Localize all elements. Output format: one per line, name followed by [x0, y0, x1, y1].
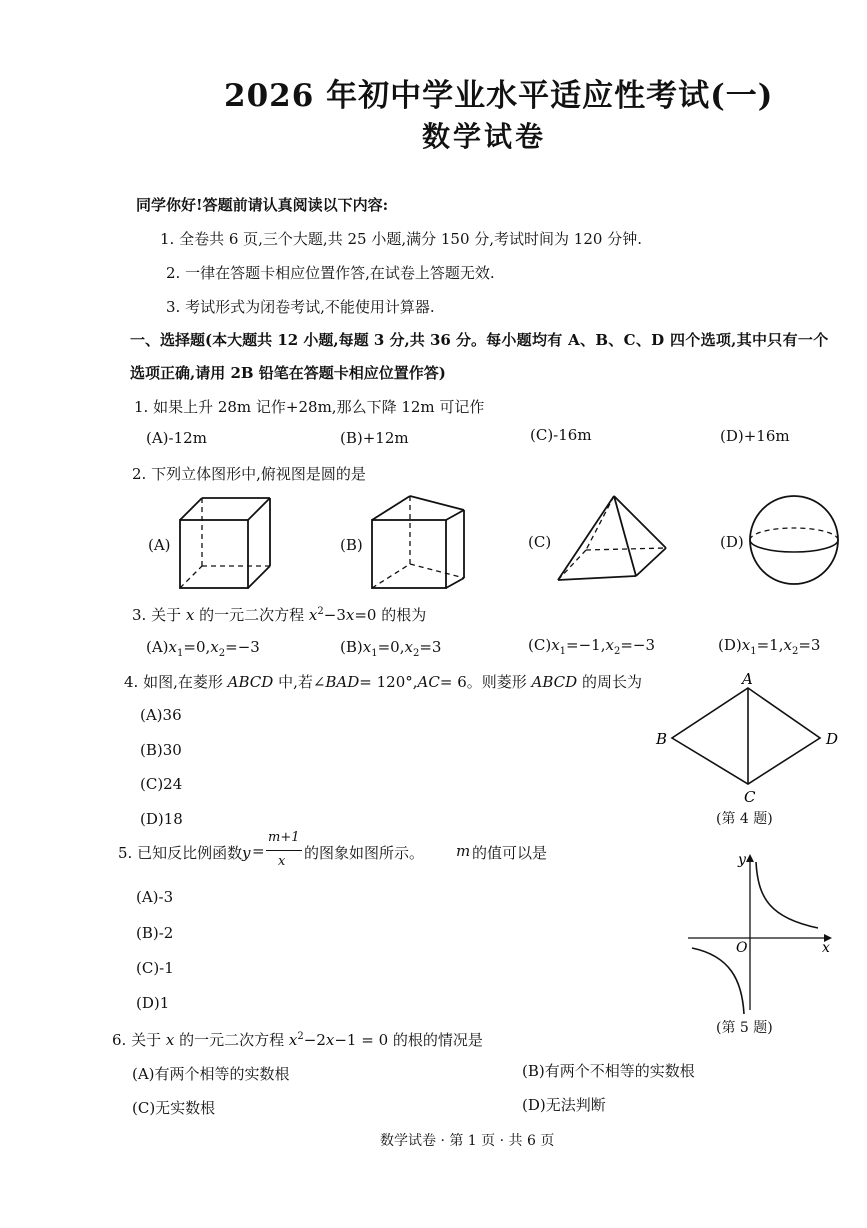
- var: x: [404, 638, 413, 656]
- section-heading-part1: 一、选择题(本大题共 12 小题,每题 3 分,共 36 分。: [130, 331, 487, 349]
- q5-stem-part: 5. 已知反比例函数: [118, 844, 243, 862]
- q4-var: BAD: [325, 673, 360, 691]
- vertex-label-a: A: [742, 670, 753, 688]
- q4-stem-part: 4. 如图,在菱形: [124, 673, 223, 691]
- sub: 2: [218, 648, 226, 659]
- q6-eq-var: x: [288, 1031, 298, 1049]
- value: =0,: [377, 638, 405, 656]
- q2-label-c: (C): [528, 533, 552, 551]
- sub: 1: [750, 646, 757, 657]
- var: x: [210, 638, 219, 656]
- q5-stem-part: 的图象如图所示。: [304, 844, 425, 862]
- q5-option-b: (B)-2: [136, 924, 174, 942]
- q1-stem: 1. 如果上升 28m 记作+28m,那么下降 12m 可记作: [134, 398, 485, 416]
- q2-label-b: (B): [340, 536, 363, 554]
- sub: 2: [613, 646, 621, 657]
- q4-option-a: (A)36: [140, 706, 182, 724]
- q1-option-a: (A)-12m: [146, 429, 207, 447]
- value: =0,: [183, 638, 211, 656]
- var: x: [551, 636, 560, 654]
- axis-label-x: x: [822, 940, 830, 956]
- option-tag: (B): [340, 638, 363, 656]
- q6-eq-var: x: [325, 1031, 335, 1049]
- option-tag: (D): [718, 636, 742, 654]
- q3-stem-part: 3. 关于: [132, 606, 182, 624]
- q5-var-y: y: [242, 844, 251, 862]
- page-footer: 数学试卷 · 第 1 页 · 共 6 页: [380, 1133, 555, 1149]
- q2-stem: 2. 下列立体图形中,俯视图是圆的是: [132, 465, 366, 483]
- exam-title: 2026 年初中学业水平适应性考试(一): [224, 78, 774, 114]
- notice-item-3: 3. 考试形式为闭卷考试,不能使用计算器.: [166, 298, 435, 316]
- q5-figure-caption: (第 5 题): [716, 1020, 773, 1036]
- q1-option-d: (D)+16m: [720, 427, 790, 445]
- notice-greeting: 同学你好!答题前请认真阅读以下内容:: [136, 196, 389, 214]
- value: =−3: [225, 638, 260, 656]
- option-tag: (C): [528, 636, 552, 654]
- option-tag: (A): [146, 638, 169, 656]
- q1-option-c: (C)-16m: [530, 426, 592, 444]
- q3-stem-part: 的一元二次方程: [199, 606, 305, 624]
- axis-label-y: y: [738, 852, 746, 868]
- q4-var: AC: [417, 673, 440, 691]
- var: x: [741, 636, 751, 654]
- q5-fraction-num: [268, 830, 300, 845]
- q3-eq-var: x: [345, 606, 355, 624]
- q3-option-b: [340, 638, 441, 659]
- sub: 1: [559, 646, 567, 657]
- q3-option-d: [718, 636, 820, 657]
- q3-stem: [132, 604, 426, 625]
- q5-option-d: (D)1: [136, 994, 170, 1012]
- q1-option-b: (B)+12m: [340, 429, 409, 447]
- vertex-label-d: D: [826, 730, 839, 748]
- q6-option-a: (A)有两个相等的实数根: [132, 1065, 290, 1083]
- q6-var: x: [165, 1031, 175, 1049]
- q4-stem-part: 中,若∠: [278, 673, 326, 691]
- q4-option-d: (D)18: [140, 810, 183, 828]
- q4-stem-part: = 6。则菱形: [439, 673, 527, 691]
- q4-stem-part: 的周长为: [581, 673, 642, 691]
- section-heading-line2: 选项正确,请用 2B 铅笔在答题卡相应位置作答): [130, 364, 446, 382]
- q6-eq-part: −2: [303, 1031, 326, 1049]
- q3-option-c: [528, 636, 655, 657]
- value: =−3: [620, 636, 656, 654]
- var: x: [783, 636, 792, 654]
- triangular-prism-figure: [364, 492, 474, 592]
- q5-num: m+1: [268, 830, 300, 845]
- q4-stem-part: = 120°,: [359, 673, 418, 691]
- var: x: [168, 638, 178, 656]
- q6-eq-exponent: 2: [297, 1031, 304, 1042]
- sub: 1: [177, 648, 184, 659]
- hyperbola-figure: [686, 848, 836, 1016]
- section-heading-part2: 每小题均有 A、B、C、D 四个选项,其中只有一个: [486, 331, 829, 349]
- q5-fraction-den: x: [278, 854, 286, 869]
- rhombus-figure: [650, 668, 846, 808]
- q3-option-a: [146, 638, 260, 659]
- q4-figure-caption: (第 4 题): [716, 811, 773, 827]
- value: =1,: [756, 636, 784, 654]
- sub: 2: [412, 648, 420, 659]
- exam-subtitle: 数学试卷: [422, 120, 547, 153]
- q4-option-c: (C)24: [140, 775, 183, 793]
- q5-fraction-bar: [266, 850, 302, 851]
- value: =−1,: [566, 636, 606, 654]
- q6-option-c: (C)无实数根: [132, 1099, 216, 1117]
- notice-item-2: 2. 一律在答题卡相应位置作答,在试卷上答题无效.: [166, 264, 495, 282]
- sub: 1: [371, 648, 378, 659]
- q5-stem-part: 的值可以是: [472, 844, 548, 862]
- q5-option-a: (A)-3: [136, 888, 174, 906]
- q6-stem: [112, 1029, 483, 1050]
- vertex-label-c: C: [744, 788, 756, 806]
- var: x: [605, 636, 614, 654]
- sub: 2: [791, 646, 799, 657]
- var: x: [362, 638, 372, 656]
- q2-label-d: (D): [720, 533, 744, 551]
- q3-eq-exponent: 2: [317, 606, 324, 617]
- q4-stem: [124, 671, 642, 692]
- q6-stem-part: 的一元二次方程: [179, 1031, 285, 1049]
- q6-stem-part: 6. 关于: [112, 1031, 162, 1049]
- q2-label-a: (A): [148, 536, 171, 554]
- cube-figure: [170, 492, 280, 592]
- q5-eq: =: [252, 842, 265, 860]
- vertex-label-b: B: [656, 730, 668, 748]
- sphere-figure: [746, 492, 842, 588]
- q6-option-d: (D)无法判断: [522, 1096, 606, 1114]
- section-heading-line1: [130, 329, 867, 350]
- notice-item-1: 1. 全卷共 6 页,三个大题,共 25 小题,满分 150 分,考试时间为 120 分钟.: [160, 230, 642, 248]
- q6-option-b: (B)有两个不相等的实数根: [522, 1062, 695, 1080]
- q3-eq-part: −3: [323, 606, 346, 624]
- value: =3: [798, 636, 821, 654]
- origin-label: O: [736, 940, 748, 956]
- value: =3: [419, 638, 442, 656]
- q6-eq-end: −1 = 0 的根的情况是: [334, 1031, 483, 1049]
- pyramid-figure: [552, 490, 672, 586]
- q4-var: ABCD: [531, 673, 578, 691]
- q4-option-b: (B)30: [140, 741, 182, 759]
- q5-option-c: (C)-1: [136, 959, 174, 977]
- q5-var-m: m: [456, 842, 471, 860]
- q3-eq-end: =0 的根为: [354, 606, 427, 624]
- q3-var: x: [185, 606, 195, 624]
- q3-eq-var: x: [308, 606, 318, 624]
- q4-var: ABCD: [227, 673, 274, 691]
